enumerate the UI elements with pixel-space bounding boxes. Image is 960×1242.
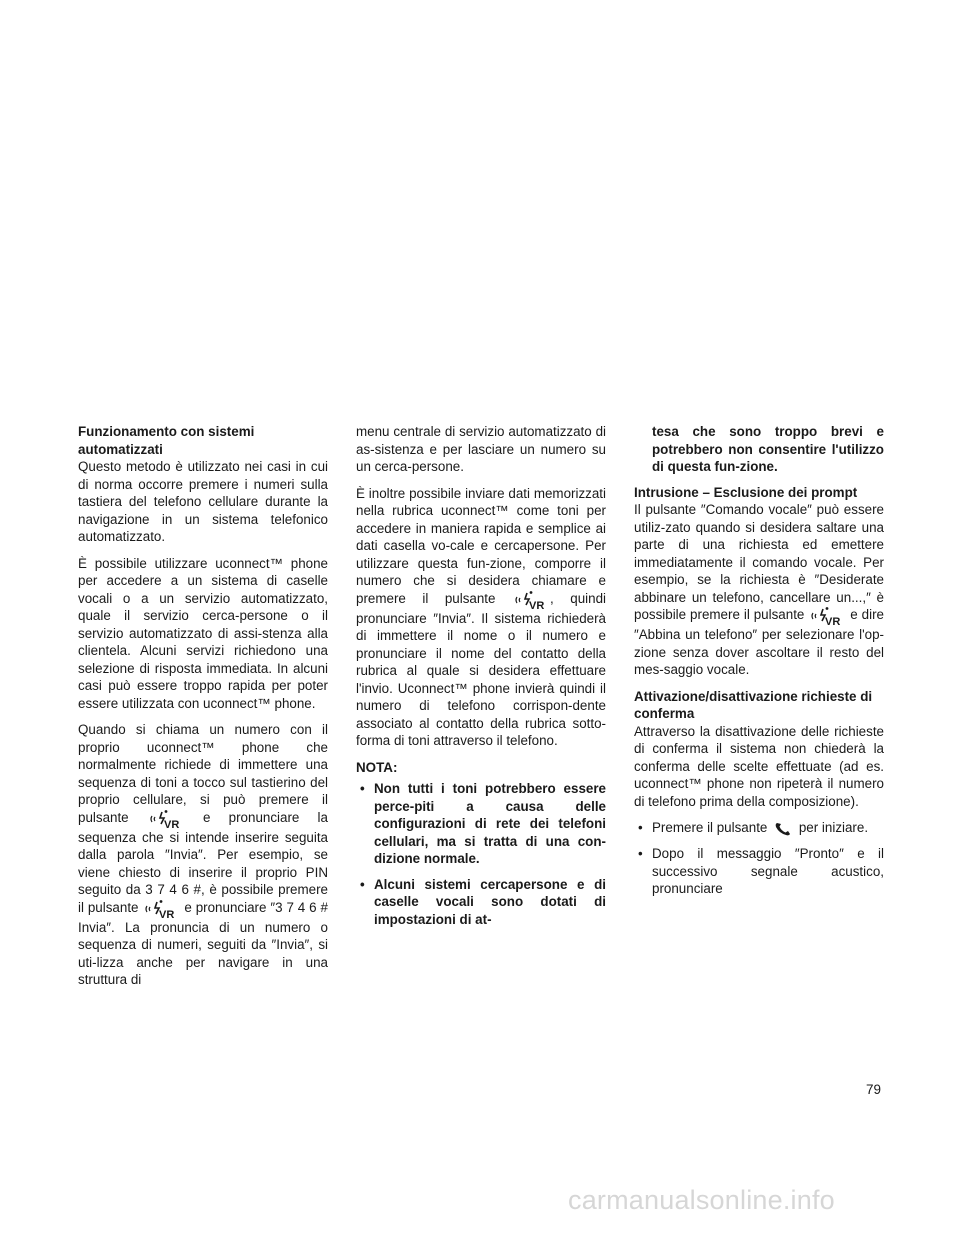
list-item-continued: tesa che sono troppo brevi e potrebbero non consentire l'utilizzo di questa fun-zione.: [652, 424, 884, 474]
paragraph-text: , quindi pronunciare ″Invia″. Il sistema richiederà di immettere il nome o il numero e pronunciare il nome del contatto della rubrica al quale si desidera effettuare l'invio. Uconnect™ phone invierà quindi il numero di telefono corrispon-dente associato al contatto della rubrica sotto-forma di toni attraverso il telefono.: [356, 590, 606, 748]
list-item: • Dopo il messaggio ″Pronto″ e il successivo segnale acustico, pronunciare: [634, 845, 884, 898]
paragraph: [78, 721, 328, 989]
section-heading: Funzionamento con sistemi automatizzati: [78, 424, 255, 457]
steps-list: [634, 819, 884, 898]
paragraph: È possibile utilizzare uconnect™ phone per accedere a un sistema di caselle vocali o a un servizio automatizzato, quale il servizio cerca-persone o il servizio automatizzato di assi-stenza alla clientela. Alcuni servizi richiedono una selezione di risposta immediata. In alcuni casi può essere troppo rapida per poter essere utilizzata con uconnect™ phone.: [78, 555, 328, 711]
paragraph-text: e dire ″Abbina un telefono″ per selezionare l'op-zione senza dover ascoltare il resto del mes-saggio vocale.: [634, 607, 884, 677]
paragraph: menu centrale di servizio automatizzato di as-sistenza e per lasciare un numero su un cerca-persone.: [356, 424, 606, 474]
paragraph-text: e pronunciare ″3 7 4 6 # Invia″. La pronuncia di un numero o sequenza di numeri, seguiti da ″Invia″, si uti-lizza anche per navigare in una struttura di: [78, 899, 328, 987]
note-list: [356, 780, 606, 928]
note-heading: NOTA:: [356, 759, 398, 775]
column-3: [634, 423, 884, 906]
list-item: [634, 819, 884, 837]
note-list-continued: [634, 423, 884, 476]
list-item-text: per iniziare.: [798, 820, 869, 835]
paragraph-text: Quando si chiama un numero con il proprio uconnect™ phone che normalmente richiede di immettere una sequenza di toni a tocco sul tastierino del proprio cellulare, si può premere il pulsante: [78, 722, 328, 825]
paragraph-text: È inoltre possibile inviare dati memorizzati nella rubrica uconnect™ come toni per accedere in maniera rapida e semplice ai dati casella vo-cale e cercapersone. Per utilizzare questa fun-zione, comporre il numero che si desidera chiamare e premere il pulsante: [356, 485, 606, 606]
voice-command-vr-icon: [149, 809, 183, 829]
voice-command-vr-icon: [810, 606, 844, 626]
page-number: 79: [866, 1082, 882, 1097]
column-2: [356, 423, 606, 936]
phone-handset-icon: [774, 821, 792, 837]
voice-command-vr-icon: [144, 899, 178, 919]
paragraph: Questo metodo è utilizzato nei casi in cui di norma occorre premere i numeri sulla tastiera del telefono cellulare durante la navigazione in un sistema telefonico automatizzato.: [78, 459, 328, 544]
watermark: carmanualsonline.info: [568, 1185, 835, 1215]
list-item: • Alcuni sistemi cercapersone e di caselle vocali sono dotati di impostazioni di at-: [356, 876, 606, 929]
paragraph: [356, 485, 606, 750]
section-heading: Intrusione – Esclusione dei prompt: [634, 484, 858, 500]
paragraph: Attraverso la disattivazione delle richieste di conferma il sistema non chiederà la conferma delle scelte effettuate (ad es. uconnect™ phone non ripeterà il numero di telefono prima della composizione).: [634, 723, 884, 809]
list-item: • Non tutti i toni potrebbero essere perce-piti a causa delle configurazioni di rete dei telefoni cellulari, ma si tratta di una con-dizione normale.: [356, 780, 606, 868]
section-heading: Attivazione/disattivazione richieste di conferma: [634, 688, 873, 721]
paragraph-text: e pronunciare la sequenza che si intende inserire seguita dalla parola ″Invia″. Per esempio, se viene chiesto di inserire il proprio PIN seguito da 3 7 4 6 #, è possibile premere il pulsante: [78, 809, 328, 915]
paragraph: [634, 501, 884, 679]
voice-command-vr-icon: [514, 590, 548, 610]
paragraph-text: Il pulsante ″Comando vocale″ può essere utiliz-zato quando si desidera saltare una parte di una richiesta ed emettere immediatamente il comando vocale. Per esempio, se la richiesta è ″Desiderate abbinare un telefono, cancellare un...,″ è possibile premere il pulsante: [634, 502, 884, 622]
list-item-text: Premere il pulsante: [652, 820, 768, 835]
column-1: [78, 423, 328, 998]
